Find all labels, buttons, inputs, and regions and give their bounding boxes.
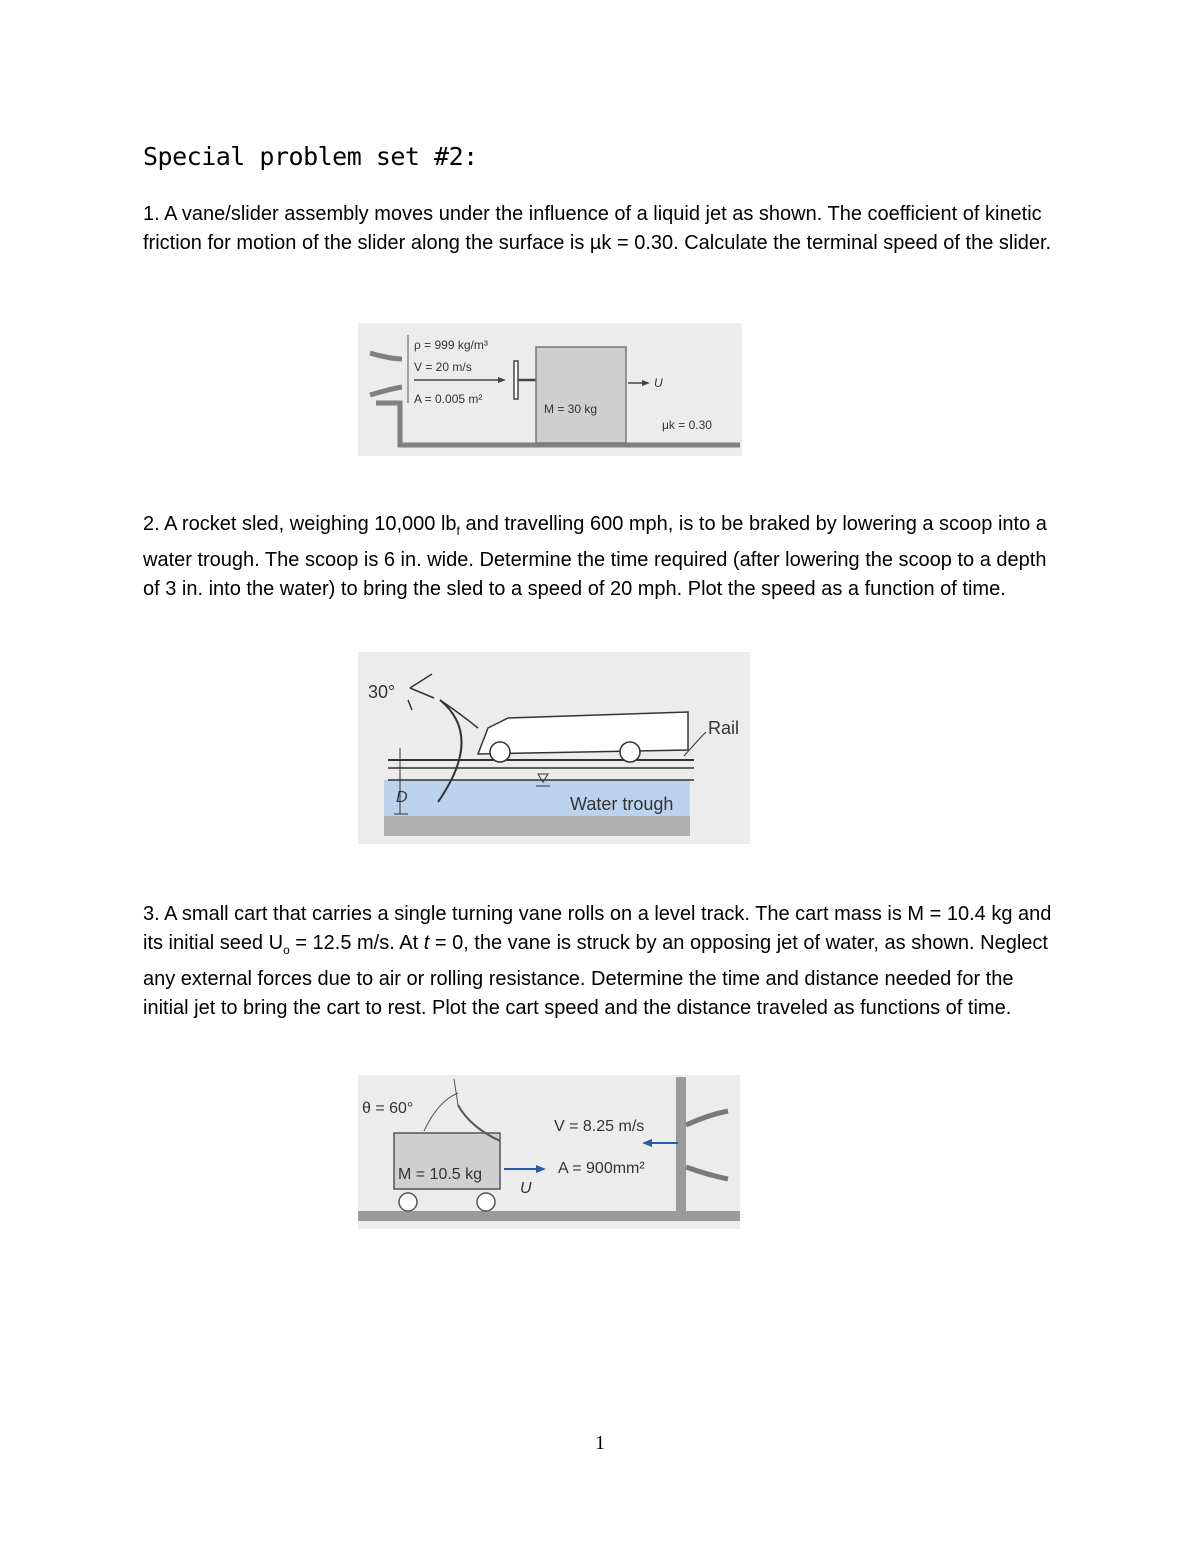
depth-label: D bbox=[396, 789, 408, 806]
jet-nozzle-lower bbox=[686, 1167, 728, 1179]
vane bbox=[514, 361, 518, 399]
track bbox=[358, 1211, 740, 1221]
jet-nozzle-lower bbox=[370, 387, 402, 395]
angle-label: 30° bbox=[368, 682, 396, 702]
jet-nozzle-upper bbox=[370, 353, 402, 359]
velocity-label: V = 8.25 m/s bbox=[554, 1118, 645, 1135]
trough-label: Water trough bbox=[570, 794, 674, 814]
jet-nozzle-upper bbox=[686, 1111, 728, 1125]
mass-label: M = 10.5 kg bbox=[398, 1166, 483, 1183]
slider-block bbox=[536, 347, 626, 443]
problem-1-text: 1. A vane/slider assembly moves under the influence of a liquid jet as shown. The coefficient of kinetic friction for motion of the slider along the surface is µk = 0.30. Calculate the terminal speed of the slider. bbox=[143, 203, 1052, 254]
figure-cart-vane bbox=[358, 1075, 740, 1229]
cart-wheel-front bbox=[399, 1193, 417, 1211]
problem-2-text: 2. A rocket sled, weighing 10,000 $lb_f$ and travelling 600 mph, is to be braked by lowering a scoop into a water trough. The scoop is 6 in. wide. Determine the time required (after lowering the scoop to a depth of 3 in. into the water) to bring the sled to a speed of 20 mph. Plot the speed as a function of time. bbox=[143, 513, 1047, 600]
friction-label: μk = 0.30 bbox=[662, 418, 712, 432]
sled-wheel-front bbox=[490, 742, 510, 762]
area-label: A = 0.005 m² bbox=[414, 392, 483, 406]
problem-3-text: 3. A small cart that carries a single turning vane rolls on a level track. The cart mass is M = 10.4 kg and its initial seed $U_o = 12.5$ m/s. At t = 0, the vane is struck by an opposing jet of water, as shown. Neglect any external forces due to air or rolling resistance. Determine the time and distance needed for the initial jet to bring the cart to rest. Plot the cart speed and the distance traveled as functions of time. bbox=[143, 903, 1052, 1019]
figure-vane-slider bbox=[358, 323, 742, 456]
u-label: U bbox=[654, 376, 663, 390]
angle-label: θ = 60° bbox=[362, 1100, 414, 1117]
u-label: U bbox=[520, 1180, 532, 1197]
page-title: Special problem set #2: bbox=[143, 142, 478, 171]
mass-label: M = 30 kg bbox=[544, 402, 598, 416]
sled-wheel-rear bbox=[620, 742, 640, 762]
page-number: 1 bbox=[595, 1432, 605, 1454]
figure-rocket-sled bbox=[358, 652, 750, 844]
cart-wheel-rear bbox=[477, 1193, 495, 1211]
density-label: ρ = 999 kg/m³ bbox=[414, 338, 488, 352]
velocity-label: V = 20 m/s bbox=[414, 360, 472, 374]
rail-label: Rail bbox=[708, 718, 740, 738]
area-label: A = 900mm² bbox=[558, 1160, 645, 1177]
